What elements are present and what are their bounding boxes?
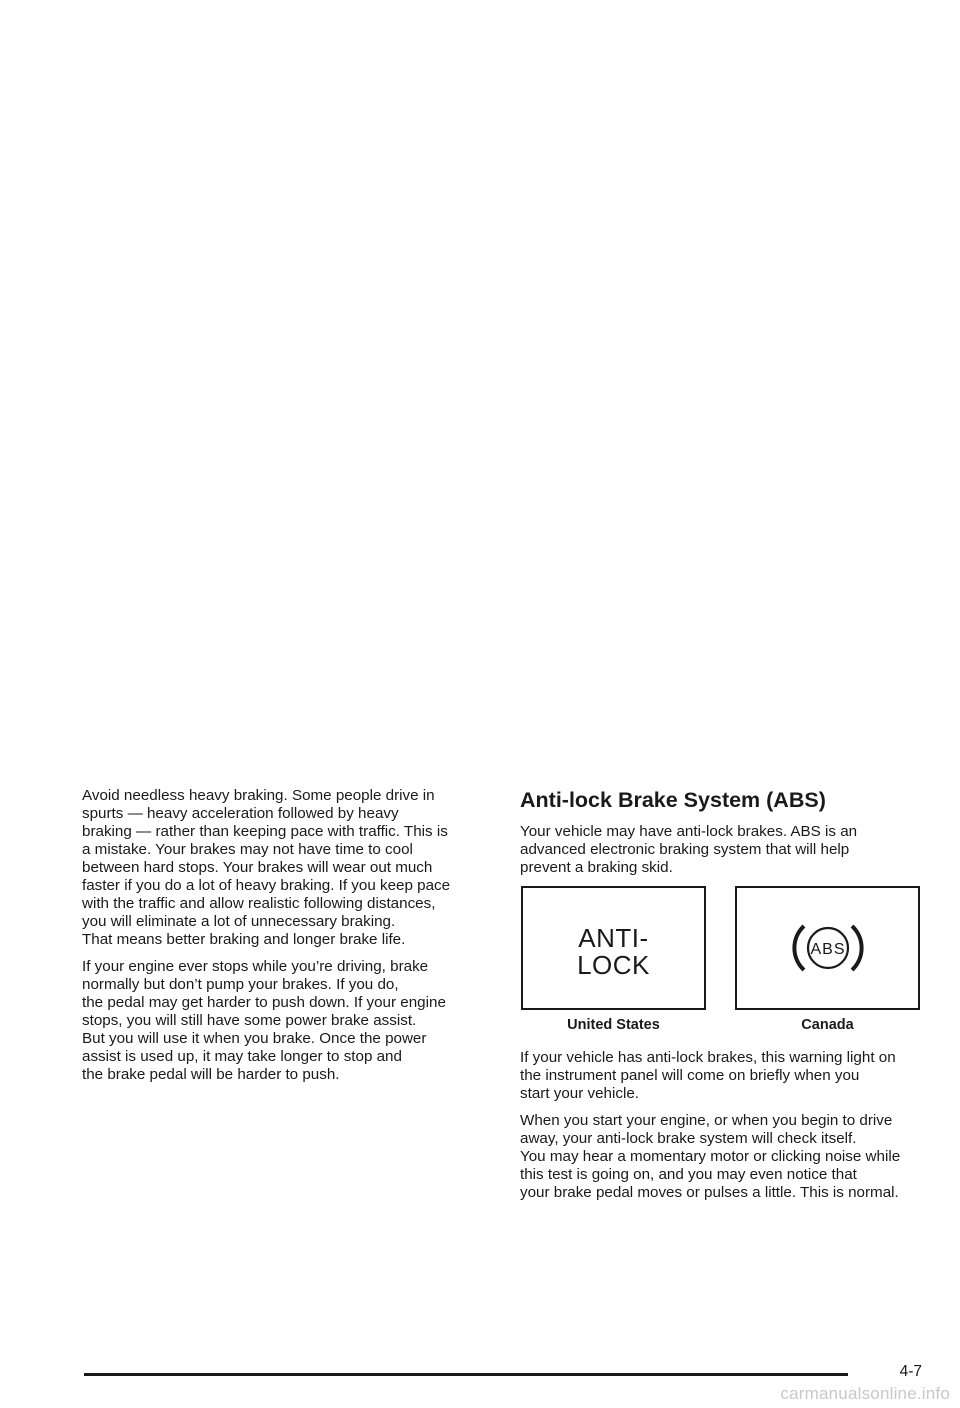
anti-lock-symbol bbox=[523, 925, 704, 979]
text-line: faster if you do a lot of heavy braking. If you keep pace bbox=[82, 877, 451, 894]
paragraph-engine-stops bbox=[82, 958, 490, 1084]
text-line: Avoid needless heavy braking. Some people drive in bbox=[82, 787, 435, 804]
text-line: a mistake. Your brakes may not have time to cool bbox=[82, 841, 413, 858]
text-line: away, your anti-lock brake system will check itself. bbox=[520, 1130, 857, 1147]
figure-caption-canada: Canada bbox=[801, 1017, 854, 1033]
figure-caption-united-states: United States bbox=[567, 1017, 660, 1033]
abs-warning-light-figure bbox=[735, 886, 920, 1010]
text-line: If your vehicle has anti-lock brakes, this warning light on bbox=[520, 1049, 896, 1066]
paragraph-abs-intro bbox=[520, 823, 932, 877]
text-line: But you will use it when you brake. Once the power bbox=[82, 1030, 427, 1047]
paragraph-heavy-braking bbox=[82, 787, 490, 949]
text-line: you will eliminate a lot of unnecessary braking. bbox=[82, 913, 396, 930]
text-line: your brake pedal moves or pulses a little. This is normal. bbox=[520, 1184, 899, 1201]
abs-symbol-text: ABS bbox=[809, 941, 846, 958]
symbol-line: ANTI- bbox=[578, 923, 649, 953]
text-line: between hard stops. Your brakes will wear out much bbox=[82, 859, 433, 876]
text-line: the pedal may get harder to push down. If your engine bbox=[82, 994, 446, 1011]
anti-lock-warning-light-figure bbox=[521, 886, 706, 1010]
text-line: prevent a braking skid. bbox=[520, 859, 673, 876]
text-line: with the traffic and allow realistic following distances, bbox=[82, 895, 436, 912]
text-line: start your vehicle. bbox=[520, 1085, 640, 1102]
text-line: If your engine ever stops while you’re driving, brake bbox=[82, 958, 429, 975]
left-column bbox=[82, 787, 490, 1093]
text-line: Your vehicle may have anti-lock brakes. ABS is an bbox=[520, 823, 858, 840]
text-line: the brake pedal will be harder to push. bbox=[82, 1066, 340, 1083]
text-line: assist is used up, it may take longer to stop and bbox=[82, 1048, 402, 1065]
page-number: 4-7 bbox=[899, 1363, 922, 1380]
footer-rule bbox=[84, 1373, 848, 1376]
text-line: braking — rather than keeping pace with traffic. This is bbox=[82, 823, 448, 840]
text-line: advanced electronic braking system that will help bbox=[520, 841, 850, 858]
text-line: normally but don’t pump your brakes. If you do, bbox=[82, 976, 399, 993]
text-line: this test is going on, and you may even notice that bbox=[520, 1166, 857, 1183]
symbol-line: LOCK bbox=[577, 950, 650, 980]
paragraph-warning-light bbox=[520, 1049, 932, 1103]
text-line: When you start your engine, or when you begin to drive bbox=[520, 1112, 893, 1129]
warning-light-figures bbox=[520, 886, 932, 1041]
right-column bbox=[520, 787, 932, 1211]
watermark: carmanualsonline.info bbox=[780, 1384, 950, 1403]
abs-warning-icon bbox=[788, 918, 868, 978]
text-line: You may hear a momentary motor or clicking noise while bbox=[520, 1148, 901, 1165]
section-heading: Anti-lock Brake System (ABS) bbox=[520, 788, 826, 812]
paragraph-self-check bbox=[520, 1112, 932, 1202]
text-line: spurts — heavy acceleration followed by heavy bbox=[82, 805, 399, 822]
text-line: That means better braking and longer brake life. bbox=[82, 931, 406, 948]
text-line: the instrument panel will come on briefly when you bbox=[520, 1067, 860, 1084]
text-line: stops, you will still have some power brake assist. bbox=[82, 1012, 417, 1029]
